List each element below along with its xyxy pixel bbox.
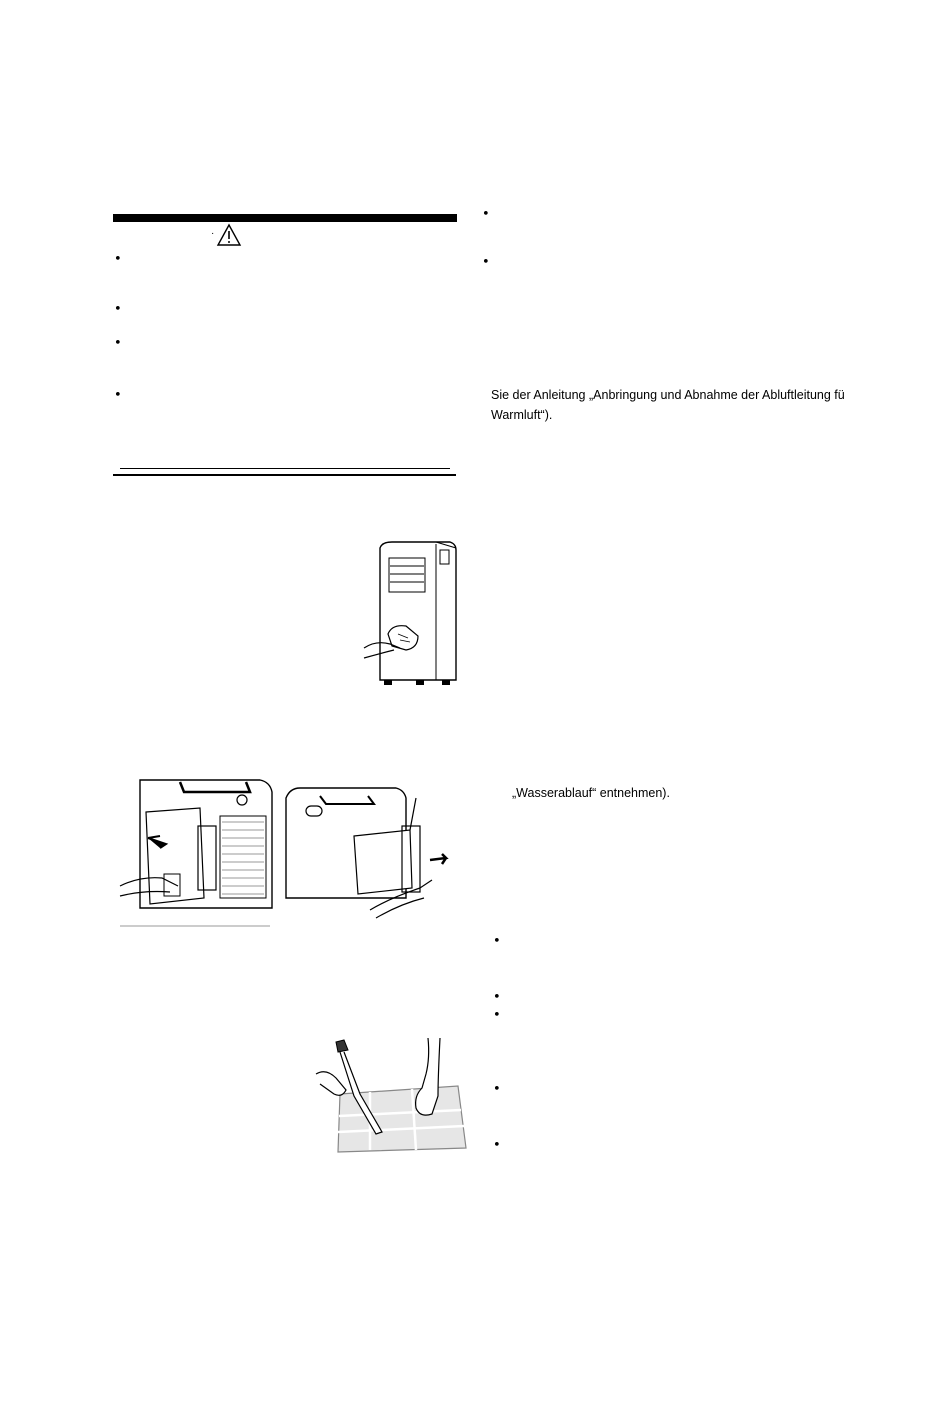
unit-wiping-illustration	[362, 540, 460, 690]
warning-triangle-icon	[217, 224, 241, 246]
bullet: •	[493, 1082, 501, 1097]
section-divider-thin	[120, 468, 450, 469]
water-drain-note: „Wasserablauf“ entnehmen).	[512, 786, 670, 800]
bullet: •	[493, 1138, 501, 1153]
bullet: •	[114, 252, 122, 267]
bullet: •	[482, 255, 490, 270]
warning-dot: ·	[211, 228, 215, 239]
filter-removal-illustration	[120, 778, 460, 928]
exhaust-hose-note-line1: Sie der Anleitung „Anbringung und Abnahme der Abluftleitung fü	[491, 388, 845, 402]
bullet: •	[482, 207, 490, 222]
bullet: •	[493, 990, 501, 1005]
bullet: •	[493, 1008, 501, 1023]
bullet: •	[493, 934, 501, 949]
filter-brushing-illustration	[316, 1038, 466, 1154]
bullet: •	[114, 336, 122, 351]
exhaust-hose-note-line2: Warmluft“).	[491, 408, 553, 422]
section-heading-bar	[113, 214, 457, 222]
bullet: •	[114, 302, 122, 317]
section-divider-thick	[113, 474, 456, 476]
bullet: •	[114, 388, 122, 403]
